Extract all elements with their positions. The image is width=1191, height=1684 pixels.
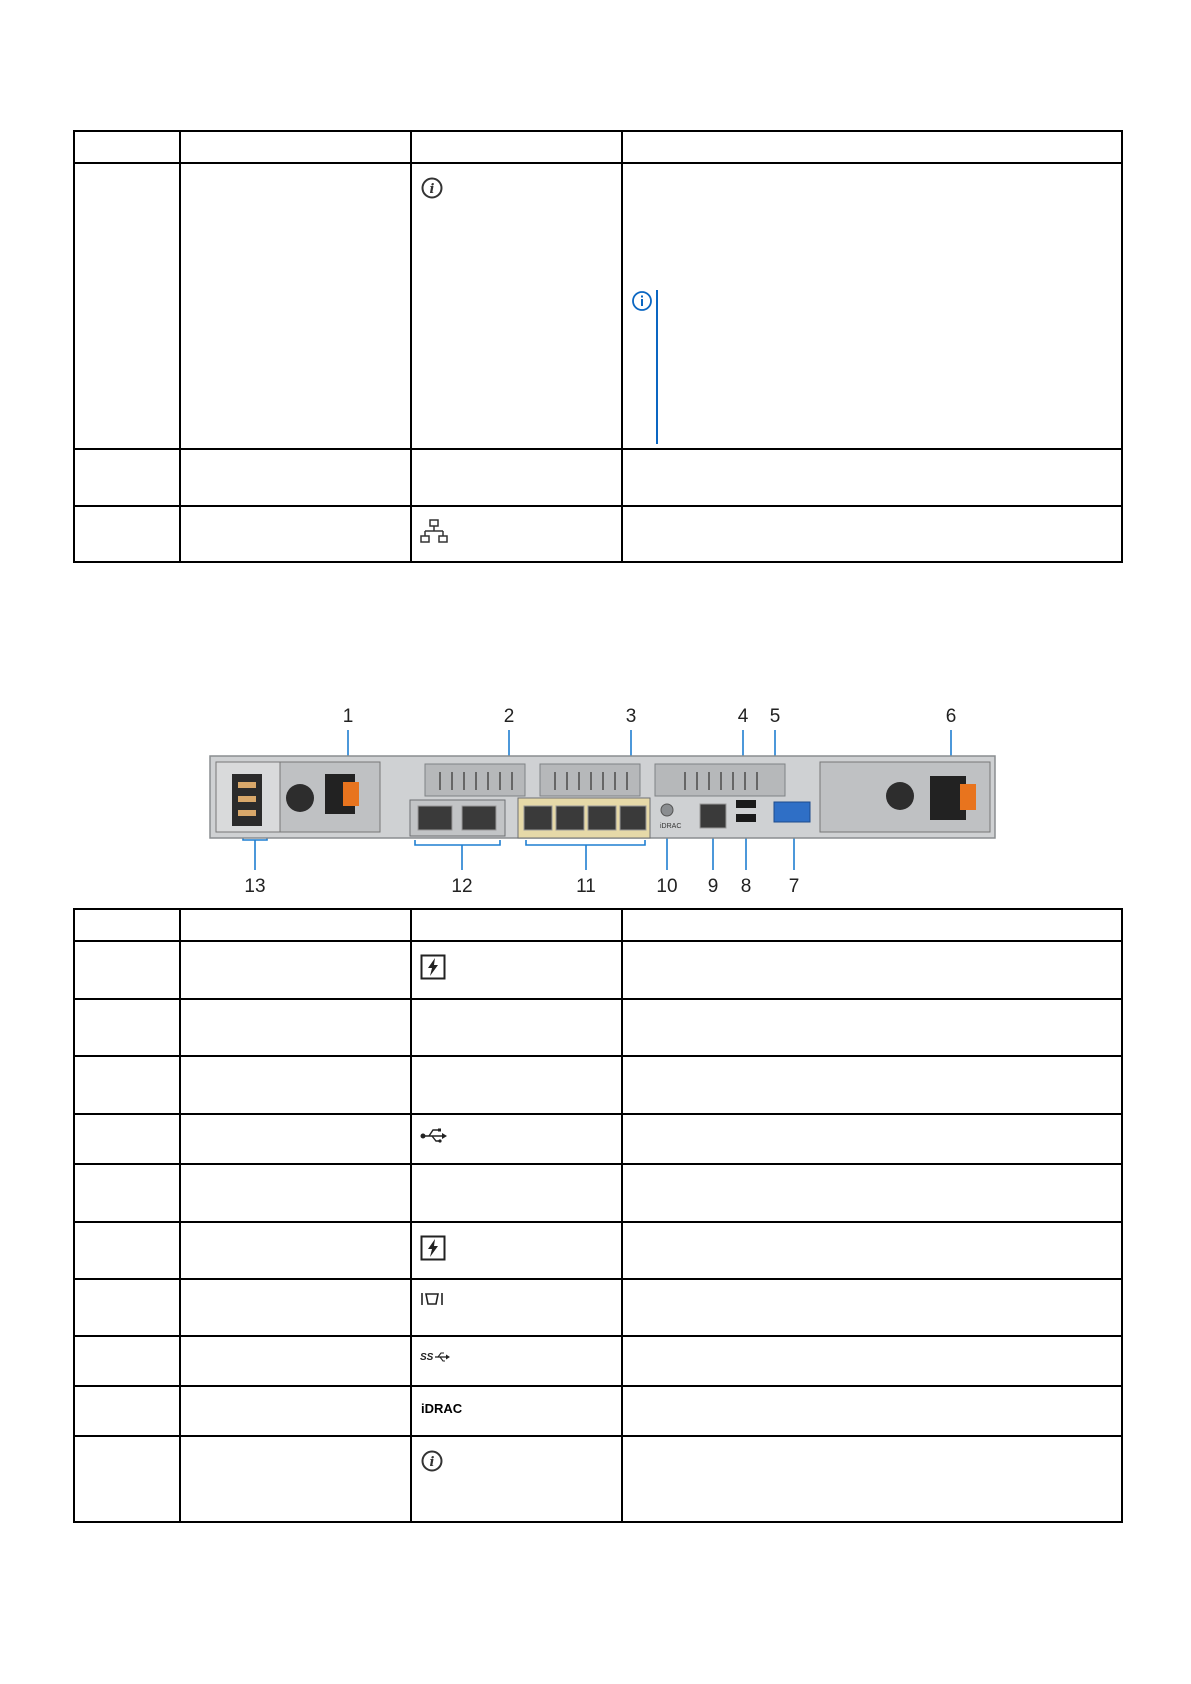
- table-row: [74, 1336, 1122, 1386]
- table-row: [74, 1056, 1122, 1114]
- network-icon: [420, 519, 448, 545]
- callout-5: 5: [769, 706, 781, 727]
- callout-4: 4: [737, 706, 749, 727]
- table-row: [74, 999, 1122, 1056]
- callout-2: 2: [503, 706, 515, 727]
- callout-9: 9: [707, 876, 719, 897]
- information-icon: [420, 176, 444, 200]
- usb-icon: [420, 1127, 448, 1145]
- callout-3: 3: [625, 706, 637, 727]
- table-header-row: [74, 909, 1122, 941]
- power-supply-icon: [420, 954, 446, 980]
- callout-11: 11: [576, 876, 596, 897]
- rear-panel-diagram: [200, 700, 1000, 900]
- table-row: [74, 1436, 1122, 1522]
- vga-icon: [420, 1292, 444, 1306]
- callout-8: 8: [740, 876, 752, 897]
- table-row: [74, 1386, 1122, 1436]
- callout-7: 7: [788, 876, 800, 897]
- table-row: [74, 506, 1122, 562]
- callout-12: 12: [451, 876, 473, 897]
- table-row: [74, 941, 1122, 999]
- table-row: [74, 1222, 1122, 1279]
- table-rear-features: [73, 908, 1123, 1523]
- callout-6: 6: [945, 706, 957, 727]
- table-row: [74, 1279, 1122, 1336]
- svg-text:i: i: [429, 182, 435, 197]
- table-row: [74, 163, 1122, 449]
- callout-1: 1: [342, 706, 354, 727]
- idrac-chassis-label: iDRAC: [660, 823, 682, 830]
- power-supply-icon: [420, 1235, 446, 1261]
- callout-10: 10: [656, 876, 678, 897]
- idrac-label: iDRAC: [421, 1401, 463, 1416]
- usb3-icon: [420, 1349, 450, 1363]
- table-top: [73, 130, 1123, 563]
- svg-text:i: i: [429, 1455, 435, 1470]
- table-row: [74, 1164, 1122, 1222]
- table-header-row: [74, 131, 1122, 163]
- information-icon: [420, 1449, 444, 1473]
- info-circle-icon: [631, 290, 661, 444]
- table-row: [74, 449, 1122, 506]
- table-row: [74, 1114, 1122, 1164]
- svg-text:SS: SS: [420, 1352, 434, 1363]
- callout-13: 13: [244, 876, 266, 897]
